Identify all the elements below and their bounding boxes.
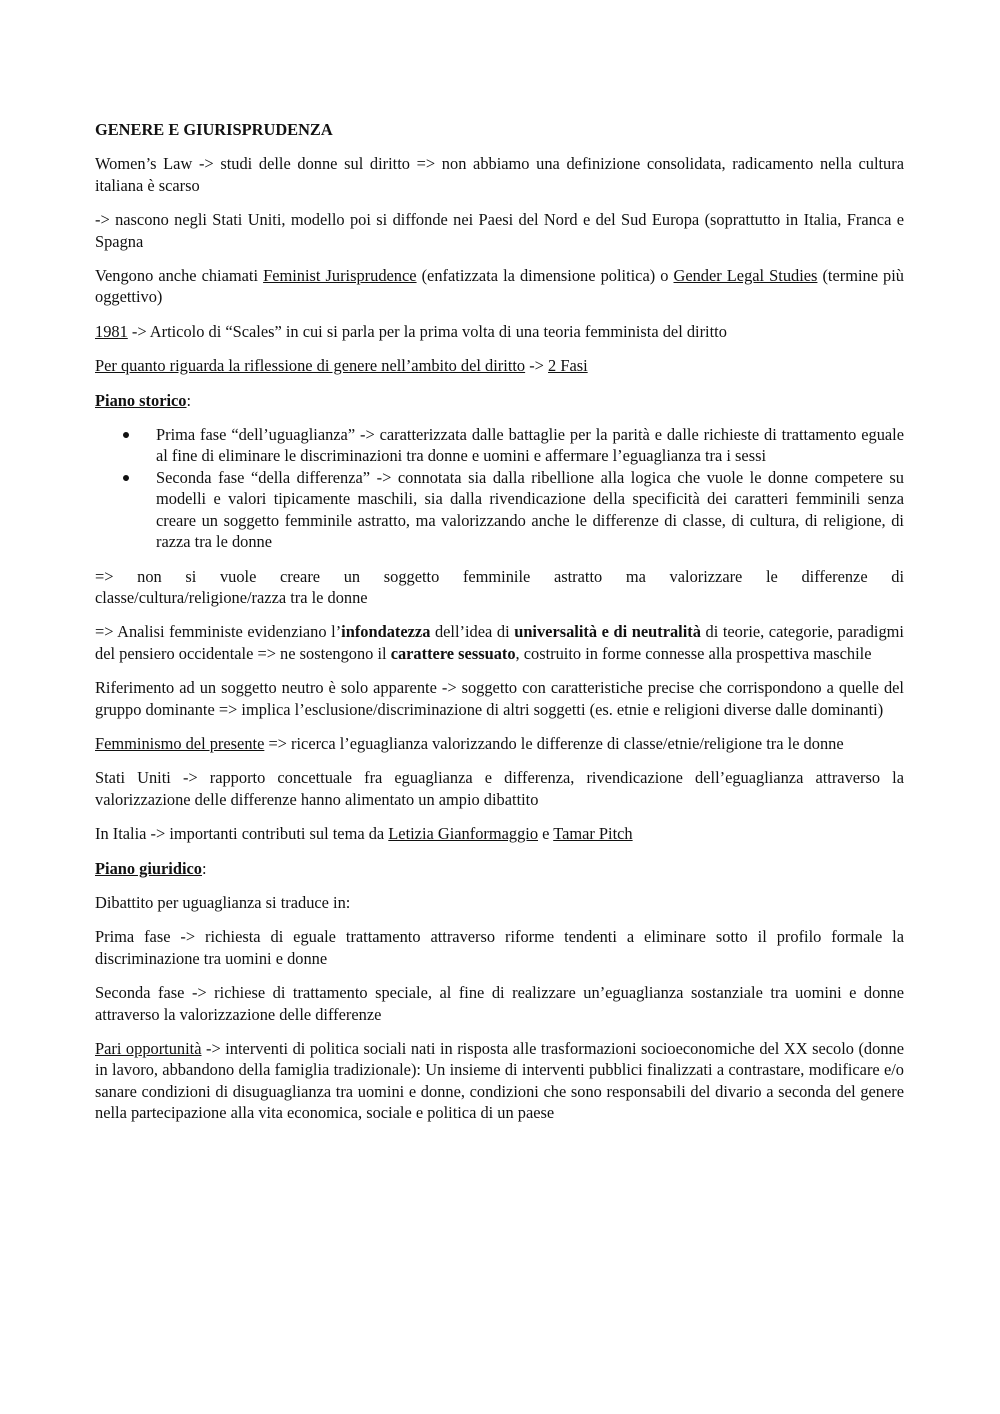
text: => Analisi femministe evidenziano l’ (95, 622, 342, 642)
text: -> interventi di politica sociali nati in risposta alle trasformazioni socioeconomiche del XX secolo (donne in lavoro, abbandono della famiglia tradizionale): Un insieme di interventi pubblici finalizzati a contrastare, modificare e/o sanare condizioni di disuguaglianza tra uomini e donne, condizioni che sono responsabili del divario a seconda del genere nella partecipazione alla vita economica, sociale e politica di un paese (95, 1039, 904, 1123)
list-item-text: Seconda fase “della differenza” -> connotata sia dalla ribellione alla logica che vuole le donne competere su modelli e valori tipicamente maschili, sia dalla rivendicazione della specificità dei caratteri femminili senza creare un soggetto femminile astratto, ma valorizzando anche le differenze di classe, di cultura, di religione, di razza tra le donne (156, 467, 904, 552)
heading-piano-storico: Piano storico (95, 390, 187, 410)
document-page (95, 119, 904, 1137)
paragraph-neutral-subject: Riferimento ad un soggetto neutro è solo apparente -> soggetto con caratteristiche precise che corrispondono a quelle del gruppo dominante => implica l’esclusione/discriminazione di altri soggetti (es. etnie e religioni diverse dalle dominanti) (95, 678, 904, 719)
text: => ricerca l’eguaglianza valorizzando le differenze di classe/etnie/religione tra le donne (264, 733, 844, 753)
list-item (95, 424, 904, 467)
text: dell’idea di (430, 622, 515, 642)
paragraph-two-phases (95, 355, 904, 376)
text: -> (525, 356, 549, 376)
text-two-phases: 2 Fasi (548, 356, 588, 376)
paragraph-origins: -> nascono negli Stati Uniti, modello poi si diffonde nei Paesi del Nord e del Sud Europa (soprattutto in Italia, Franca e Spagna (95, 210, 904, 251)
text: (enfatizzata la dimensione politica) o (416, 266, 674, 286)
text-line: classe/cultura/religione/razza tra le donne (95, 587, 368, 607)
section-heading-historical (95, 390, 904, 411)
year-1981: 1981 (95, 321, 128, 341)
paragraph-italy (95, 823, 904, 844)
term-femminismo-del-presente: Femminismo del presente (95, 733, 265, 753)
term-carattere-sessuato: carattere sessuato (390, 643, 516, 663)
paragraph-second-phase: Seconda fase -> richiese di trattamento speciale, al fine di realizzare un’eguaglianza sostanziale tra uomini e donne attraverso la valorizzazione delle differenze (95, 983, 904, 1024)
text: In Italia -> importanti contributi sul tema da (95, 824, 389, 844)
paragraph-present-feminism (95, 733, 904, 754)
paragraph-debate: Dibattito per uguaglianza si traduce in: (95, 892, 351, 912)
term-universality-neutrality: universalità e di neutralità (514, 622, 701, 642)
paragraph-abstract-subject (95, 566, 904, 609)
paragraph-1981 (95, 321, 904, 342)
name-letizia-gianformaggio: Letizia Gianformaggio (388, 824, 539, 844)
heading-piano-giuridico: Piano giuridico (95, 858, 203, 878)
document-title: GENERE E GIURISPRUDENZA (95, 120, 333, 139)
paragraph-united-states: Stati Uniti -> rapporto concettuale fra eguaglianza e differenza, rivendicazione dell’eguaglianza attraverso la valorizzazione delle differenze hanno alimentato un ampio dibattito (95, 768, 904, 809)
term-feminist-jurisprudence: Feminist Jurisprudence (263, 266, 417, 286)
phase-list (95, 424, 904, 552)
text: (termine più oggettivo) (95, 266, 904, 307)
list-item (95, 467, 904, 553)
paragraph-feminist-analysis (95, 621, 904, 664)
bullet-icon (123, 475, 129, 481)
list-item-text: Prima fase “dell’uguaglianza” -> caratterizzata dalle battaglie per la parità e dalle richieste di trattamento eguale al fine di eliminare le discriminazioni tra donne e uomini e affermare l’eguaglianza tra i sessi (156, 425, 904, 466)
paragraph-womens-law: Women’s Law -> studi delle donne sul diritto => non abbiamo una definizione consolidata, radicamento nella cultura italiana è scarso (95, 154, 904, 195)
term-pari-opportunita: Pari opportunità (95, 1039, 202, 1058)
bullet-icon (123, 432, 129, 438)
text: -> Articolo di “Scales” in cui si parla per la prima volta di una teoria femminista del diritto (127, 321, 727, 341)
text: di teorie, categorie, paradigmi del pensiero occidentale => ne sostengono il (95, 622, 904, 663)
text: , costruito in forme connesse alla prospettiva maschile (515, 643, 872, 663)
text-line: => non si vuole creare un soggetto femminile astratto ma valorizzare le differenze di (95, 566, 904, 586)
section-heading-legal (95, 858, 904, 879)
term-gender-legal-studies: Gender Legal Studies (673, 266, 818, 286)
colon: : (202, 858, 207, 878)
term-infondatezza: infondatezza (341, 622, 431, 642)
colon: : (186, 390, 192, 410)
text: e (538, 824, 554, 844)
name-tamar-pitch: Tamar Pitch (553, 824, 633, 844)
text: Vengono anche chiamati (95, 266, 264, 286)
paragraph-first-phase: Prima fase -> richiesta di eguale trattamento attraverso riforme tendenti a eliminare sotto il profilo formale la discriminazione tra uomini e donne (95, 927, 904, 968)
paragraph-equal-opportunities (95, 1038, 904, 1124)
paragraph-names (95, 265, 904, 308)
text-gender-reflection: Per quanto riguarda la riflessione di genere nell’ambito del diritto (95, 356, 526, 376)
